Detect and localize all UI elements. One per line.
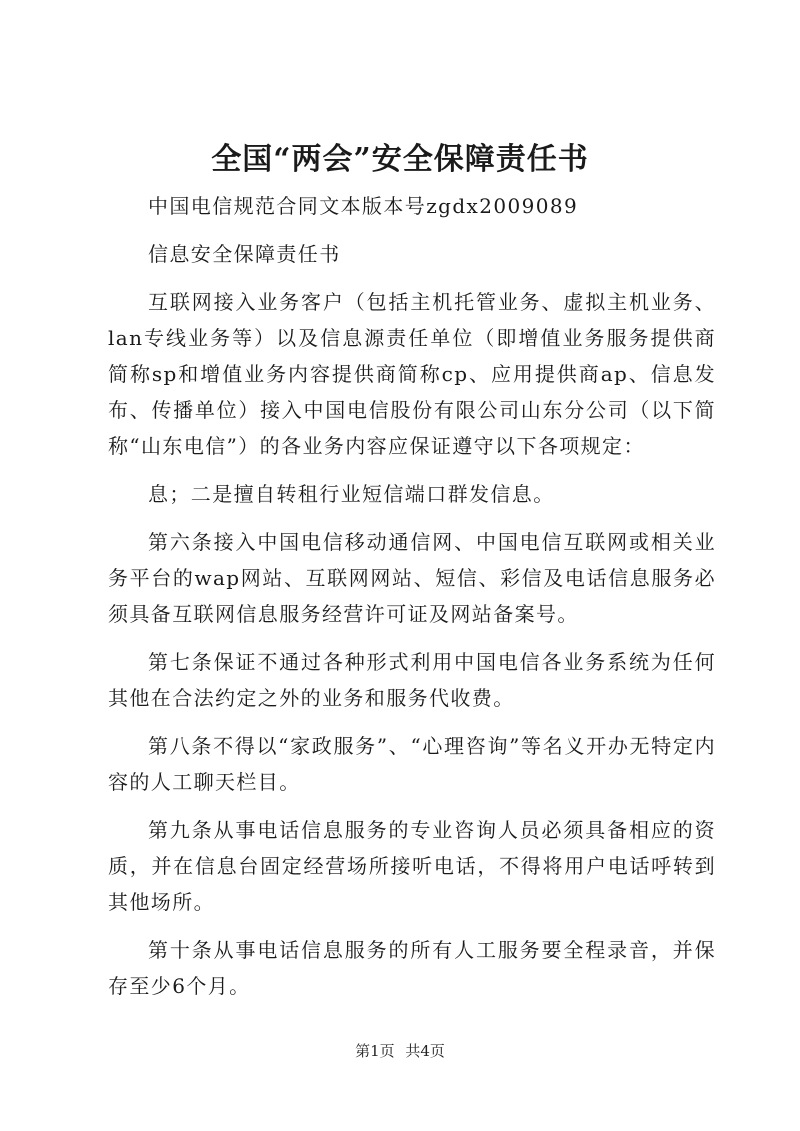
paragraph-article-9: 第九条从事电话信息服务的专业咨询人员必须具备相应的资质，并在信息台固定经营场所接听电话，不得将用户电话呼转到其他场所。 [108,818,716,914]
paragraph-intro: 互联网接入业务客户（包括主机托管业务、虚拟主机业务、lan专线业务等）以及信息源责任单位（即增值业务服务提供商简称sp和增值业务内容提供商简称cp、应用提供商ap、信息发布、传播单位）接入中国电信股份有限公司山东分公司（以下简称“山东电信”）的各业务内容应保证遵守以下各项规定： [108,290,716,458]
page-number: 第1页 [355,1042,395,1060]
paragraph-article-10: 第十条从事电话信息服务的所有人工服务要全程录音，并保存至少6个月。 [108,938,716,998]
paragraph-article-7: 第七条保证不通过各种形式利用中国电信各业务系统为任何其他在合法约定之外的业务和服务代收费。 [108,650,716,710]
paragraph-article-6: 第六条接入中国电信移动通信网、中国电信互联网或相关业务平台的wap网站、互联网网站、短信、彩信及电话信息服务必须具备互联网信息服务经营许可证及网站备案号。 [108,530,716,626]
paragraph-version: 中国电信规范合同文本版本号zgdx2009089 [148,194,579,218]
document-body [108,188,716,1004]
paragraph-subtitle: 信息安全保障责任书 [148,242,341,266]
page-footer [0,1040,800,1062]
paragraph-article-8: 第八条不得以“家政服务”、“心理咨询”等名义开办无特定内容的人工聊天栏目。 [108,734,716,794]
document-title: 全国“两会”安全保障责任书 [211,142,589,177]
page-total: 共4页 [405,1042,445,1060]
paragraph-fragment: 息；二是擅自转租行业短信端口群发信息。 [148,482,555,506]
